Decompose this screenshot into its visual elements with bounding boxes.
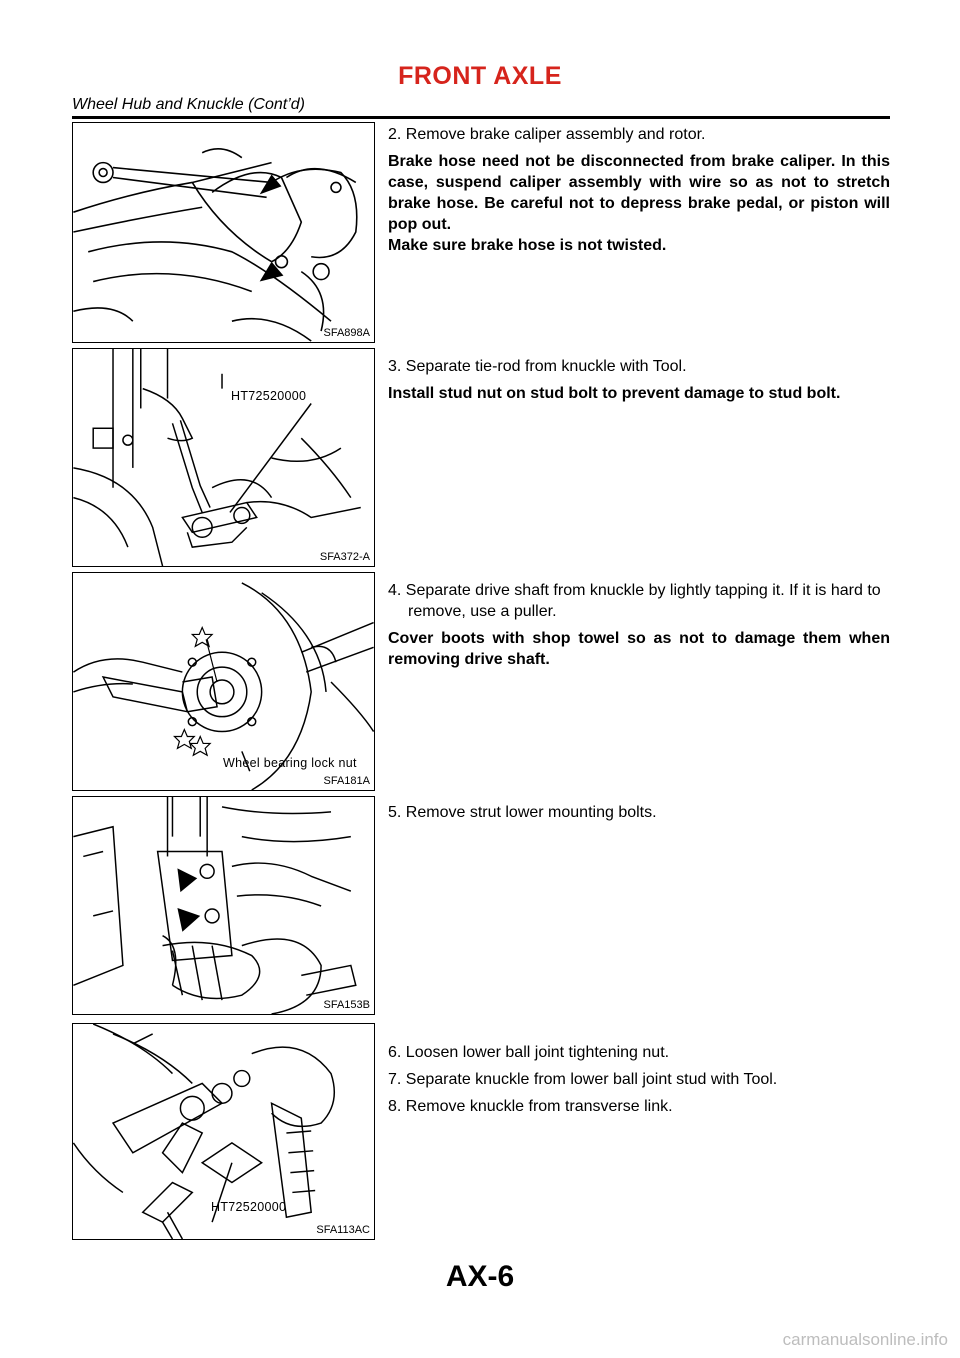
figure-caption: SFA181A [323,775,370,787]
header-rule [72,116,890,119]
caution-note: Install stud nut on stud bolt to prevent damage to stud bolt. [388,385,841,402]
brake-caliper-illustration [73,123,374,342]
instruction: 8. Remove knuckle from transverse link. [388,1098,673,1115]
step-4-text [388,580,890,676]
section-subtitle: Wheel Hub and Knuckle (Cont’d) [72,96,306,113]
tie-rod-illustration [73,349,374,566]
figure-caption: SFA372-A [319,551,370,563]
section-title: FRONT AXLE [398,62,562,90]
tool-number-label: HT72520000 [211,1200,287,1214]
figure-strut-bolts [72,796,375,1015]
figure-drive-shaft [72,572,375,791]
instruction: 3. Separate tie-rod from knuckle with Tool. [388,358,687,375]
instruction: 7. Separate knuckle from lower ball joint stud with Tool. [388,1071,778,1088]
strut-bolts-illustration [73,797,374,1014]
figure-caption: SFA898A [323,327,370,339]
lock-nut-label: Wheel bearing lock nut [223,756,357,770]
instruction: 2. Remove brake caliper assembly and rotor. [388,126,706,143]
step-5-text [388,802,890,829]
instruction: 4. Separate drive shaft from knuckle by lightly tapping it. If it is hard to remove, use a puller. [388,582,881,620]
caution-note: Brake hose need not be disconnected from brake caliper. In this case, suspend caliper assembly with wire so as not to stretch brake hose. Be careful not to depress brake pedal, or piston will pop out. [388,153,890,233]
page-number: AX-6 [445,1260,515,1293]
figure-brake-caliper [72,122,375,343]
instruction: 6. Loosen lower ball joint tightening nut. [388,1044,670,1061]
caution-note: Make sure brake hose is not twisted. [388,237,667,254]
step-2-text [388,124,890,262]
caution-note: Cover boots with shop towel so as not to damage them when removing drive shaft. [388,630,890,668]
tool-number-label: HT72520000 [231,389,307,403]
watermark: carmanualsonline.info [782,1330,948,1349]
figure-caption: SFA153B [323,999,370,1011]
figure-caption: SFA113AC [316,1224,370,1236]
steps-6-8-text [388,1042,890,1123]
figure-ball-joint [72,1023,375,1240]
figure-tie-rod [72,348,375,567]
step-3-text [388,356,890,410]
instruction: 5. Remove strut lower mounting bolts. [388,804,657,821]
